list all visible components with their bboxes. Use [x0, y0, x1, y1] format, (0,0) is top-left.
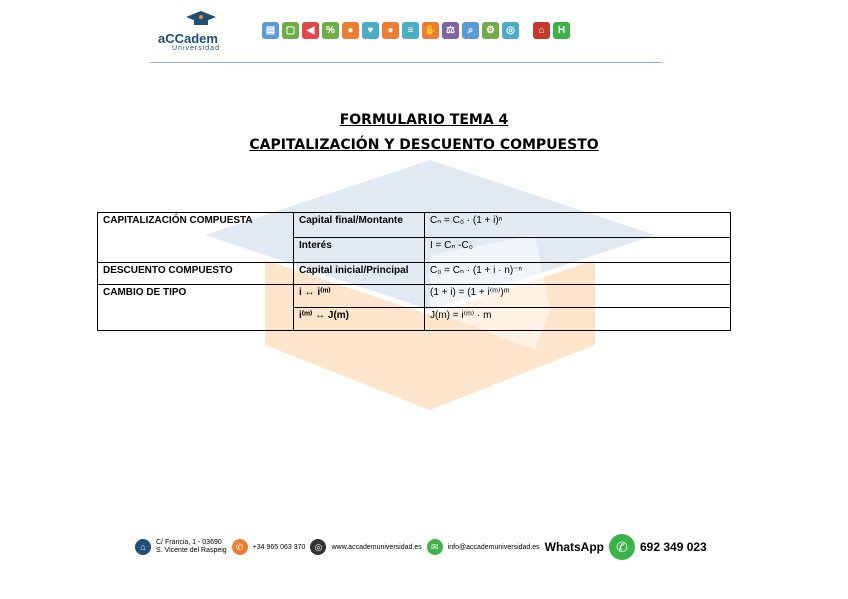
- whatsapp-label: WhatsApp: [544, 540, 604, 554]
- section-capitalizacion: CAPITALIZACIÓN COMPUESTA: [98, 213, 294, 263]
- hospital-icon: H: [553, 22, 570, 39]
- scales-icon: ⚖: [442, 22, 459, 39]
- footer-email[interactable]: info@accademuniversidad.es: [447, 543, 540, 551]
- heart-icon: ♥: [362, 22, 379, 39]
- coins-icon: ≡: [402, 22, 419, 39]
- logo-subtitle: Universidad: [172, 45, 220, 52]
- footer: [135, 534, 707, 560]
- concept-cell: Capital inicial/Principal: [294, 263, 425, 285]
- formula-cell: Cₙ = C₀ · (1 + i)ⁿ: [425, 213, 731, 238]
- concept-cell: i⁽ᵐ⁾ ↔ J(m): [294, 308, 425, 331]
- formula-table: [97, 212, 731, 331]
- formula-cell: C₀ = Cₙ · (1 + i · n)⁻ⁿ: [425, 263, 731, 285]
- section-descuento: DESCUENTO COMPUESTO: [98, 263, 294, 285]
- handshake-icon: ✋: [422, 22, 439, 39]
- gear-icon: ⚙: [482, 22, 499, 39]
- address-line: C/ Francia, 1 - 03690: [156, 539, 222, 546]
- page-title: FORMULARIO TEMA 4: [339, 112, 509, 128]
- concept-cell: Capital final/Montante: [294, 213, 425, 238]
- header-divider: [150, 62, 662, 63]
- footer-website[interactable]: www.accademuniversidad.es: [331, 543, 422, 551]
- graduation-cap-icon: [186, 11, 216, 27]
- header-icon-strip: [262, 22, 570, 39]
- chart-icon: ▤: [262, 22, 279, 39]
- person-icon: ●: [342, 22, 359, 39]
- footer-phone[interactable]: +34 965 063 370: [252, 543, 306, 551]
- table-row: [98, 285, 731, 308]
- person-icon: ●: [382, 22, 399, 39]
- globe-icon: ◎: [310, 539, 326, 555]
- formula-cell: (1 + i) = (1 + i⁽ᵐ⁾)ᵐ: [425, 285, 731, 308]
- mail-icon: ✉: [427, 539, 443, 555]
- home-icon: ⌂: [135, 539, 151, 555]
- table-row: [98, 213, 731, 238]
- address-line: S. Vicente del Raspeig: [156, 547, 227, 554]
- whatsapp-icon[interactable]: ✆: [609, 534, 635, 560]
- museum-icon: ⌂: [533, 22, 550, 39]
- concept-cell: i ↔ i⁽ᵐ⁾: [294, 285, 425, 308]
- megaphone-icon: ◀: [302, 22, 319, 39]
- globe-icon: ◎: [502, 22, 519, 39]
- phone-icon: ✆: [232, 539, 248, 555]
- formula-cell: J(m) = i⁽ᵐ⁾ · m: [425, 308, 731, 331]
- section-cambio: CAMBIO DE TIPO: [98, 285, 294, 331]
- formula-cell: I = Cₙ -C₀: [425, 238, 731, 263]
- tablet-icon: ▢: [282, 22, 299, 39]
- search-icon: ⌕: [462, 22, 479, 39]
- footer-address: [156, 539, 227, 555]
- whatsapp-number[interactable]: 692 349 023: [639, 540, 707, 554]
- percent-icon: %: [322, 22, 339, 39]
- concept-cell: Interés: [294, 238, 425, 263]
- page-subtitle: CAPITALIZACIÓN Y DESCUENTO COMPUESTO: [249, 137, 599, 153]
- table-row: [98, 263, 731, 285]
- logo-text: aCCadem: [158, 31, 218, 46]
